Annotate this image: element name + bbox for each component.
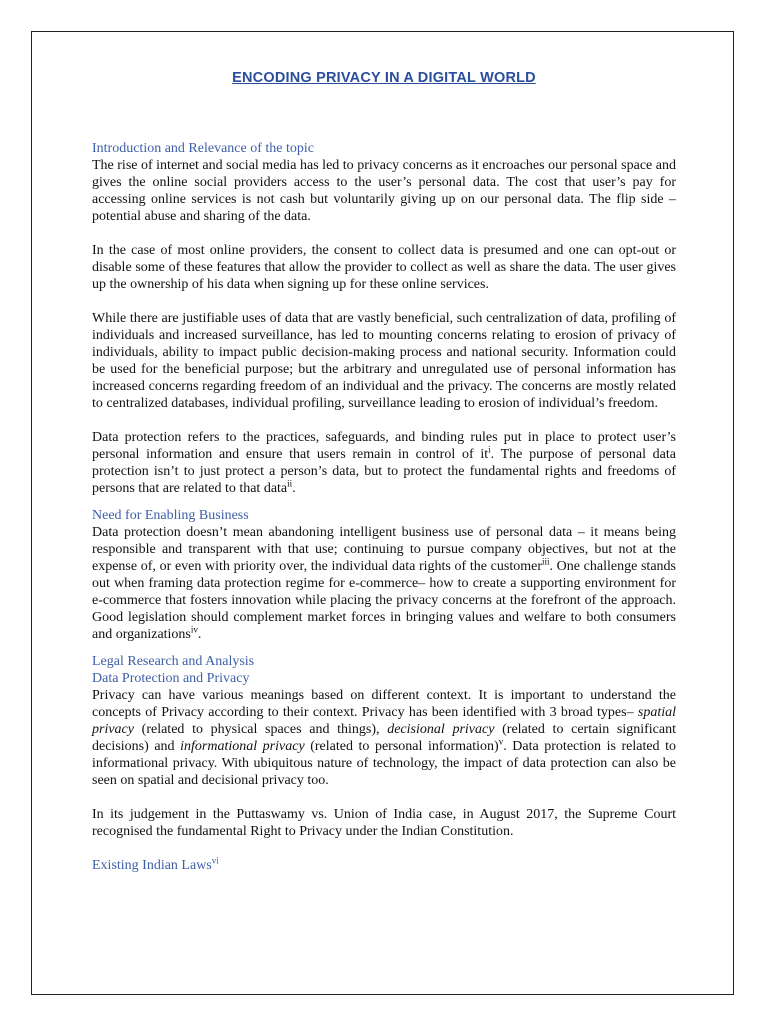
paragraph-intro-3: While there are justifiable uses of data that are vastly beneficial, such centralization of data, profiling of individuals and increased surveillance, has led to mounting concerns relating to erosion of privacy of individuals, ability to impact public decision-making process and national security. Information could be used for the beneficial purpose; but the arbitrary and unregulated use of personal information has increased concerns regarding freedom of an individual and the privacy. The concerns are mostly related to centralized databases, individual profiling, surveillance leading to erosion of individual’s freedom. — [92, 311, 676, 411]
subsection-heading-data-protection: Data Protection and Privacy — [92, 671, 250, 686]
paragraph-business-1: Data protection doesn’t mean abandoning intelligent business use of personal data – it means being responsible and transparent with that use; continuing to pursue company objectives, but not at the expense of, or even with priority over, the individual data rights of the customer$^{iii}$. One challenge stands out when framing data protection regime for e-commerce– how to create a supporting environment for e-commerce that fosters innovation while placing the privacy concerns at the forefront of the approach. Good legislation should complement market forces in bringing values and welfare to both consumers and organizations$^{iv}$. — [92, 525, 676, 642]
paragraph-intro-1: The rise of internet and social media has led to privacy concerns as it encroaches our personal space and gives the online social providers access to the user’s personal data. The cost that user’s pay for accessing online services is not cash but voluntarily giving up on our personal data. The flip side – potential abuse and sharing of the data. — [92, 158, 676, 224]
footnote-ref-iv: iv — [190, 624, 198, 635]
section-heading-business: Need for Enabling Business — [92, 508, 249, 523]
footnote-ref-i: i — [488, 444, 491, 455]
section-heading-introduction: Introduction and Relevance of the topic — [92, 141, 314, 156]
paragraph-legal-2: In its judgement in the Puttaswamy vs. Union of India case, in August 2017, the Supreme Court recognised the fundamental Right to Privacy under the Indian Constitution. — [92, 807, 676, 839]
paragraph-intro-4: Data protection refers to the practices, safeguards, and binding rules put in place to protect user’s personal information and ensure that users remain in control of $it^i$. The purpose of personal data protection isn’t to just protect a person’s data, but to protect the fundamental rights and freedoms of persons that are related to that data$^{ii}$. — [92, 430, 676, 496]
document-title: ENCODING PRIVACY IN A DIGITAL WORLD — [232, 70, 536, 86]
paragraph-intro-2: In the case of most online providers, the consent to collect data is presumed and one can opt-out or disable some of these features that allow the provider to collect as well as share the data. The user gives up the ownership of his data when signing up for these online services. — [92, 243, 676, 292]
document-body — [92, 64, 676, 874]
section-heading-indian-laws: Existing Indian Laws$^{vi}$ — [92, 855, 219, 873]
paragraph-legal-1: Privacy can have various meanings based on different context. It is important to understand the concepts of Privacy according to their context. Privacy has been identified with 3 broad types– spatial privacy (related to physical spaces and things), decisional privacy (related to certain significant decisions) and informational privacy (related to personal information)$^v$. Data protection is related to informational privacy. With ubiquitous nature of technology, the impact of data protection can also be seen on spatial and decisional privacy too. — [92, 688, 677, 788]
footnote-ref-v: v — [498, 736, 504, 747]
footnote-ref-vi: vi — [211, 855, 219, 866]
footnote-ref-ii: ii — [287, 478, 293, 489]
section-heading-legal: Legal Research and Analysis — [92, 654, 255, 669]
footnote-ref-iii: iii — [541, 556, 550, 567]
